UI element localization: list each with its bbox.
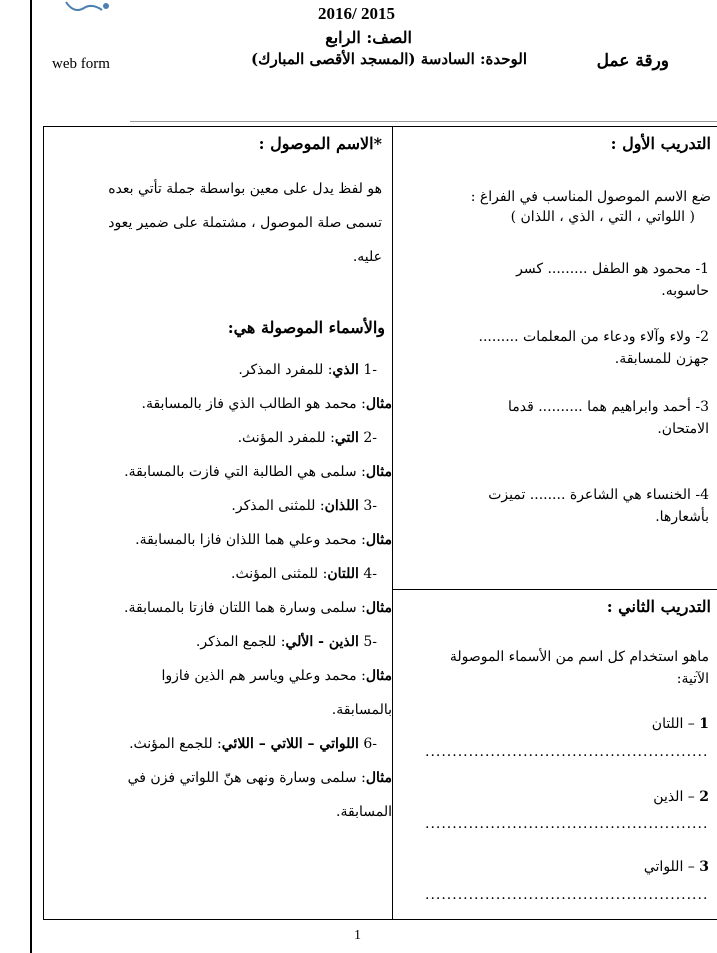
exercise-2-item: 3 – اللواتي — [643, 859, 709, 875]
exercise-2-title: التدريب الثاني : — [606, 597, 711, 616]
exercise-1-instruction: ضع الاسم الموصول المناسب في الفراغ : — [470, 189, 711, 205]
web-form-label: web form — [52, 56, 110, 72]
list-item: -1 الذي: للمفرد المذكر. — [238, 362, 377, 378]
column-divider — [392, 126, 393, 919]
list-item: -3 اللذان: للمثنى المذكر. — [231, 498, 377, 514]
exercise-1-title: التدريب الأول : — [610, 134, 711, 153]
pronoun-list — [57, 353, 392, 829]
unit-label: الوحدة: السادسة (المسجد الأقصى المبارك) — [251, 50, 527, 68]
answer-line[interactable]: .................................................... — [425, 887, 709, 903]
school-logo-icon — [62, 0, 112, 16]
school-year: 2016/ 2015 — [318, 4, 395, 23]
list-item: -6 اللواتي – اللاتي – اللائي: للجمع المؤنث. — [129, 736, 377, 752]
grade-label: الصف: الرابع — [325, 28, 412, 47]
exercise-2-question: ماهو استخدام كل اسم من الأسماء الموصولة الآتية: — [449, 649, 709, 687]
exercise-2-item: 1 – اللتان — [651, 716, 709, 732]
worksheet-title: ورقة عمل — [596, 51, 669, 71]
example: مثال: سلمى وسارة هما اللتان فازتا بالمسابقة. — [124, 600, 392, 616]
example: مثال: محمد هو الطالب الذي فاز بالمسابقة. — [141, 396, 392, 412]
example-continuation: المسابقة. — [336, 804, 392, 820]
exercise-1-item: 4- الخنساء هي الشاعرة ........ تميزت بأشعارها. — [488, 487, 709, 525]
definition-line: هو لفظ يدل على معين بواسطة جملة تأتي بعده — [108, 181, 382, 197]
list-item: -2 التي: للمفرد المؤنث. — [237, 430, 377, 446]
relative-pronoun-title: *الاسم الموصول : — [258, 134, 382, 153]
example: مثال: سلمى هي الطالبة التي فازت بالمسابقة. — [124, 464, 392, 480]
header-divider — [130, 121, 717, 122]
exercise-2-item: 2 – الذين — [653, 789, 709, 805]
exercise-divider — [393, 589, 717, 590]
exercise-1-item: 1- محمود هو الطفل ......... كسر حاسوبه. — [516, 261, 709, 299]
example: مثال: سلمى وسارة ونهى هنّ اللواتي فزن في — [127, 770, 392, 786]
example: مثال: محمد وعلي هما اللذان فازا بالمسابقة. — [135, 532, 392, 548]
exercise-1-item: 3- أحمد وابراهيم هما .......... قدما الامتحان. — [507, 399, 709, 437]
example: مثال: محمد وعلي وياسر هم الذين فازوا — [161, 668, 392, 684]
definition — [82, 172, 382, 274]
example-continuation: بالمسابقة. — [331, 702, 392, 718]
list-title: والأسماء الموصولة هي: — [227, 318, 385, 337]
list-item: -4 اللتان: للمثنى المؤنث. — [231, 566, 377, 582]
definition-line: عليه. — [352, 249, 382, 265]
definition-line: تسمى صلة الموصول ، مشتملة على ضمير يعود — [108, 215, 382, 231]
answer-line[interactable]: .................................................... — [425, 744, 709, 760]
exercise-1-item: 2- ولاء وآلاء ودعاء من المعلمات ......... جهزن للمسابقة. — [478, 329, 709, 367]
list-item: -5 الذين - الألي: للجمع المذكر. — [195, 634, 377, 650]
exercise-1-options: ( اللواتي ، التي ، الذي ، اللذان ) — [510, 209, 695, 225]
answer-line[interactable]: .................................................... — [425, 816, 709, 832]
page-left-border — [30, 0, 32, 953]
page-number: 1 — [354, 928, 361, 943]
